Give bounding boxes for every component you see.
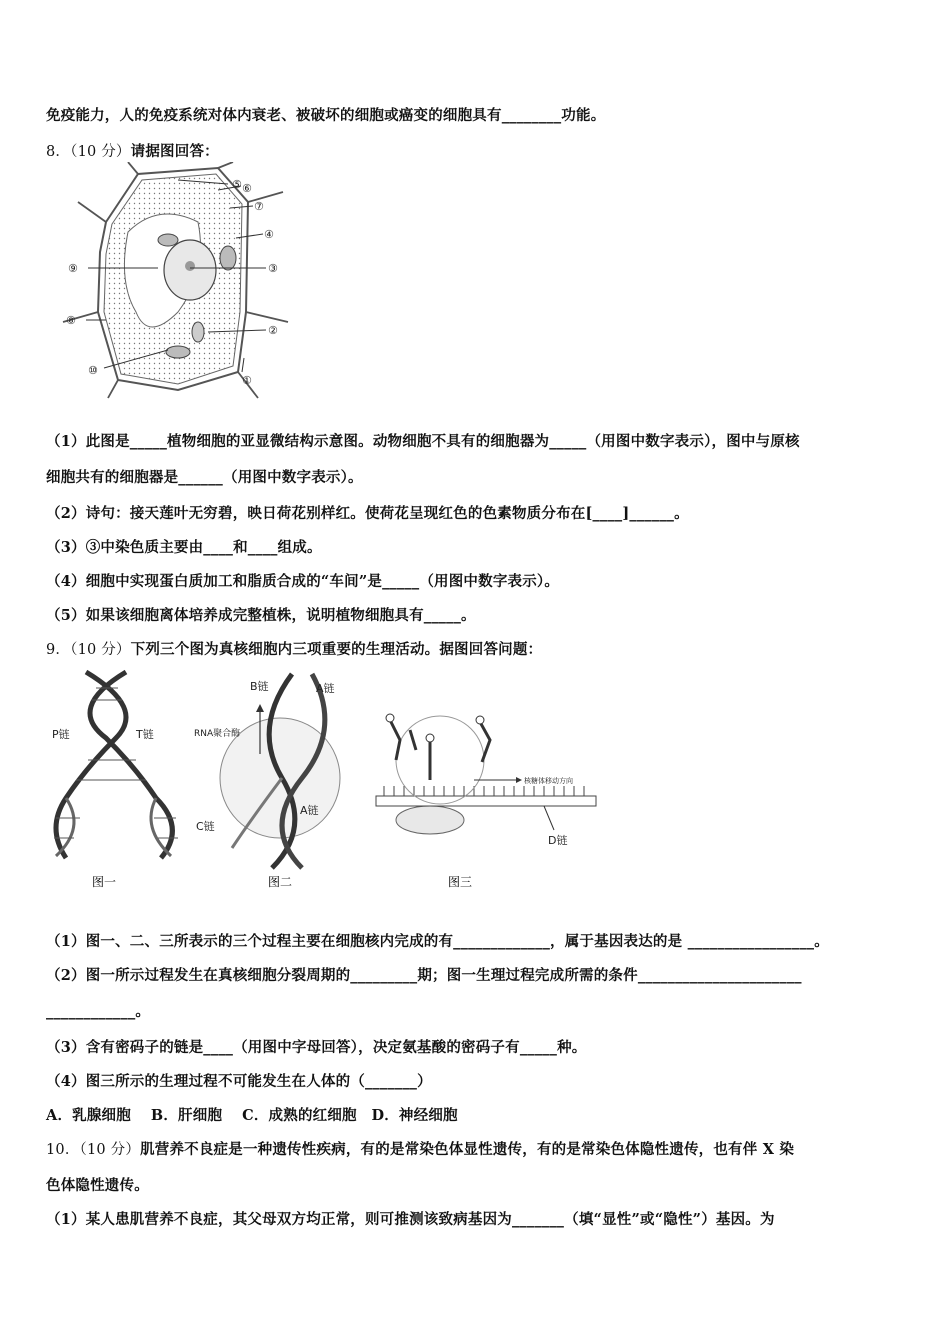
fig2-a-strand-top: A链 bbox=[316, 682, 335, 695]
fig2-caption: 图二 bbox=[268, 875, 293, 889]
figure-3-translation bbox=[370, 700, 600, 894]
question-8-number: 8．（10 分） bbox=[46, 144, 131, 160]
cell-label-1: ① bbox=[242, 374, 252, 387]
q8-part3: （3）③中染色质主要由____和____组成。 bbox=[46, 539, 322, 556]
cell-label-3: ③ bbox=[268, 262, 278, 275]
question-10-header bbox=[46, 1138, 794, 1159]
fig3-d-strand: D链 bbox=[548, 834, 568, 847]
fig1-t-strand: T链 bbox=[136, 728, 154, 741]
question-9-number: 9．（10 分） bbox=[46, 642, 131, 658]
cell-label-7: ⑦ bbox=[254, 200, 264, 213]
q10-part1: （1）某人患肌营养不良症，其父母双方均正常，则可推测该致病基因为_______（填“显性”或“隐性”）基因。为 bbox=[46, 1211, 775, 1228]
fig2-c-strand: C链 bbox=[196, 820, 215, 833]
question-10-text: 肌营养不良症是一种遗传性疾病，有的是常染色体显性遗传，有的是常染色体隐性遗传，也有伴 X 染 bbox=[140, 1141, 795, 1158]
q9-part3: （3）含有密码子的链是____（用图中字母回答），决定氨基酸的密码子有_____种。 bbox=[46, 1039, 587, 1056]
cell-label-4: ④ bbox=[264, 228, 274, 241]
q8-part5: （5）如果该细胞离体培养成完整植株，说明植物细胞具有_____。 bbox=[46, 607, 476, 624]
q9-part1: （1）图一、二、三所表示的三个过程主要在细胞核内完成的有_____________，属于基因表达的是 _________________。 bbox=[46, 933, 829, 950]
q9-options: A．乳腺细胞 B．肝细胞 C．成熟的红细胞 D．神经细胞 bbox=[46, 1107, 458, 1124]
q10-line2: 色体隐性遗传。 bbox=[46, 1177, 149, 1194]
plant-cell-diagram bbox=[58, 162, 298, 400]
cell-label-10: ⑩ bbox=[88, 364, 98, 377]
question-8-title: 请据图回答： bbox=[130, 143, 219, 160]
fig2-rna-polymerase: RNA聚合酶 bbox=[194, 729, 241, 739]
line-immunity: 免疫能力，人的免疫系统对体内衰老、被破坏的细胞或癌变的细胞具有________功能。 bbox=[46, 107, 606, 124]
cell-label-2: ② bbox=[268, 324, 278, 337]
cell-label-9: ⑨ bbox=[68, 262, 78, 275]
fig2-b-strand: B链 bbox=[250, 680, 269, 693]
cell-label-8: ⑧ bbox=[66, 314, 76, 327]
q8-part2: （2）诗句：接天莲叶无穷碧，映日荷花别样红。使荷花呈现红色的色素物质分布在[____]______。 bbox=[46, 505, 689, 522]
question-10-number: 10．（10 分） bbox=[46, 1142, 141, 1158]
fig1-caption: 图一 bbox=[92, 875, 117, 889]
q8-part4: （4）细胞中实现蛋白质加工和脂质合成的“车间”是_____（用图中数字表示）。 bbox=[46, 573, 560, 590]
q8-part1-line2: 细胞共有的细胞器是______（用图中数字表示）。 bbox=[46, 469, 363, 486]
fig3-ribosome-direction: 核糖体移动方向 bbox=[524, 777, 573, 785]
q9-part2-line1: （2）图一所示过程发生在真核细胞分裂周期的_________期；图一生理过程完成所需的条件______________________ bbox=[46, 967, 802, 984]
question-9-title: 下列三个图为真核细胞内三项重要的生理活动。据图回答问题： bbox=[130, 641, 543, 658]
question-9-header bbox=[46, 638, 542, 659]
figure-2-transcription bbox=[192, 668, 362, 894]
question-8-header bbox=[46, 140, 219, 161]
fig3-caption: 图三 bbox=[448, 875, 473, 889]
q9-part2-line2: ____________。 bbox=[46, 1003, 151, 1020]
figure-1-dna-replication bbox=[46, 668, 196, 894]
cell-label-5: ⑤ bbox=[232, 178, 242, 191]
fig2-a-strand-bottom: A链 bbox=[300, 804, 319, 817]
cell-label-6: ⑥ bbox=[242, 182, 252, 195]
q9-part4: （4）图三所示的生理过程不可能发生在人体的（_______） bbox=[46, 1073, 432, 1090]
fig1-p-strand: P链 bbox=[52, 728, 70, 741]
q8-part1-line1: （1）此图是_____植物细胞的亚显微结构示意图。动物细胞不具有的细胞器为_____（用图中数字表示），图中与原核 bbox=[46, 433, 800, 450]
